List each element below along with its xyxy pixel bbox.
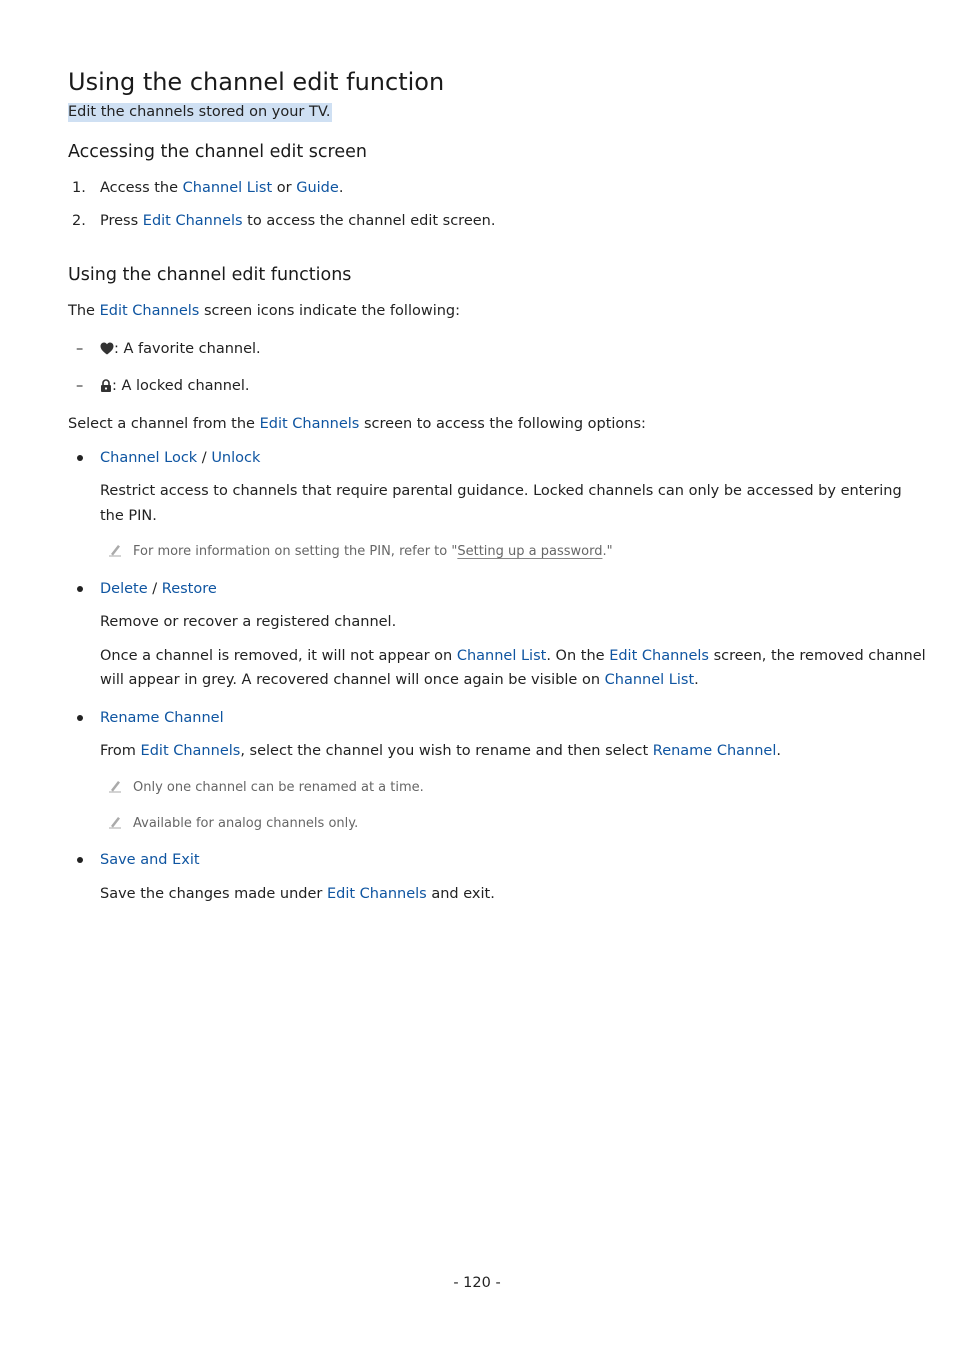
section-heading-accessing: Accessing the channel edit screen [68,142,367,162]
step-number: 1. [72,180,86,196]
locked-item [100,374,250,398]
step-text: Press [100,213,143,229]
list-dash: – [76,378,84,394]
page-number: - 120 - [453,1275,501,1291]
rename-note-2: Available for analog channels only. [133,816,359,831]
setting-up-password-link[interactable]: Setting up a password [457,544,603,559]
edit-channels-link[interactable]: Edit Channels [99,303,200,319]
note-text: ." [602,544,613,559]
step-text: Access the [100,180,183,196]
note-pencil-icon [108,815,122,829]
rename-note-1: Only one channel can be renamed at a time. [133,780,424,795]
option-delete-heading [100,577,217,601]
paragraph-text: will appear in grey. A recovered channel will once again be visible on [100,672,605,688]
select-text: screen to access the following options: [359,416,646,432]
delete-link[interactable]: Delete [100,581,148,597]
favorite-item [100,337,261,361]
lock-note [133,542,613,562]
paragraph-text: Once a channel is removed, it will not appear on [100,648,457,664]
list-dash: – [76,341,84,357]
page-subtitle: Edit the channels stored on your TV. [68,104,331,120]
edit-channels-link[interactable]: Edit Channels [140,743,241,759]
unlock-link[interactable]: Unlock [211,450,261,466]
paragraph-text: . On the [546,648,610,664]
intro-paragraph [68,299,460,323]
channel-list-link[interactable]: Channel List [182,180,273,196]
lock-description-line2: the PIN. [100,508,157,524]
select-text: Select a channel from the [68,416,260,432]
delete-description: Remove or recover a registered channel. [100,614,397,630]
page-title: Using the channel edit function [68,68,445,96]
paragraph-text: and exit. [426,886,495,902]
bullet-dot [77,586,83,592]
separator: / [197,450,212,466]
heart-icon [100,342,114,355]
paragraph-text: , select the channel you wish to rename and then select [240,743,653,759]
paragraph-text: From [100,743,141,759]
bullet-dot [77,857,83,863]
note-text: For more information on setting the PIN, refer to " [133,544,458,559]
paragraph-text: Save the changes made under [100,886,327,902]
rename-paragraph [100,739,781,763]
rename-channel-link[interactable]: Rename Channel [100,710,224,726]
intro-text: screen icons indicate the following: [199,303,461,319]
locked-text: : A locked channel. [112,378,250,394]
option-rename-heading [100,706,224,730]
step-number: 2. [72,213,86,229]
paragraph-text: . [776,743,781,759]
step-text: . [338,180,344,196]
step-text: or [272,180,297,196]
rename-channel-link[interactable]: Rename Channel [652,743,777,759]
channel-lock-link[interactable]: Channel Lock [100,450,198,466]
option-lock-heading [100,446,260,470]
bullet-dot [77,715,83,721]
separator: / [147,581,162,597]
restore-link[interactable]: Restore [161,581,217,597]
bullet-dot [77,455,83,461]
step-2 [100,209,495,233]
delete-paragraph-line2 [100,668,699,692]
favorite-text: : A favorite channel. [114,341,261,357]
paragraph-text: screen, the removed channel [708,648,926,664]
edit-channels-link[interactable]: Edit Channels [259,416,360,432]
channel-list-link[interactable]: Channel List [604,672,695,688]
intro-text: The [68,303,100,319]
paragraph-text: . [694,672,699,688]
select-paragraph [68,412,646,436]
channel-list-link[interactable]: Channel List [456,648,547,664]
edit-channels-link[interactable]: Edit Channels [326,886,427,902]
note-pencil-icon [108,543,122,557]
save-paragraph [100,882,495,906]
lock-icon [100,379,112,392]
lock-description-line1: Restrict access to channels that require parental guidance. Locked channels can only be accessed by entering [100,483,902,499]
section-heading-functions: Using the channel edit functions [68,265,352,285]
delete-paragraph-line1 [100,644,926,668]
step-text: to access the channel edit screen. [242,213,496,229]
edit-channels-link[interactable]: Edit Channels [142,213,243,229]
edit-channels-link[interactable]: Edit Channels [609,648,709,664]
option-save-heading [100,848,200,872]
guide-link[interactable]: Guide [296,180,339,196]
save-and-exit-link[interactable]: Save and Exit [100,852,200,868]
note-pencil-icon [108,779,122,793]
step-1 [100,176,343,200]
